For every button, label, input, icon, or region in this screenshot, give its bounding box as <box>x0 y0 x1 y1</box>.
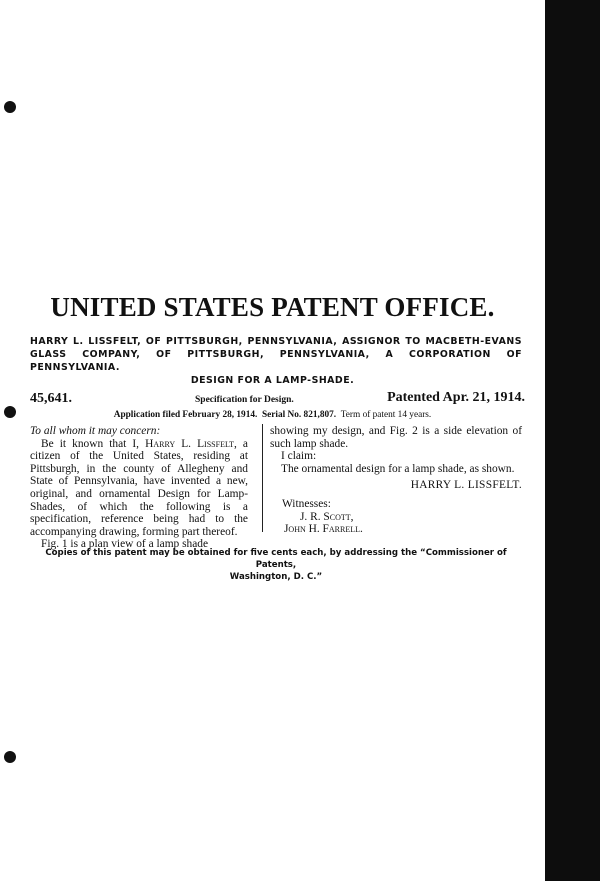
salutation: To all whom it may concern: <box>30 425 161 437</box>
body-text: Be it known that I, <box>41 437 146 450</box>
design-title: DESIGN FOR A LAMP-SHADE. <box>190 375 355 386</box>
punch-hole-bottom <box>4 751 16 763</box>
copies-notice <box>30 547 522 583</box>
figure-description: Fig. 1 is a plan view of a lamp shade <box>41 538 209 551</box>
witness-2: John H. Farrell. <box>284 523 363 536</box>
patent-term: Term of patent 14 years. <box>340 410 432 420</box>
figure-description-cont: showing my design, and Fig. 2 is a side elevation of such lamp shade. <box>270 425 522 450</box>
patented-date: Patented Apr. 21, 1914. <box>387 390 525 405</box>
left-column <box>30 425 248 551</box>
patent-number: 45,641. <box>30 391 72 406</box>
application-filed: Application filed February 28, 1914. <box>113 410 258 420</box>
column-divider <box>262 424 263 532</box>
right-column <box>270 425 522 536</box>
inventor-heading: HARRY L. LISSFELT, OF PITTSBURGH, PENNSYLVANIA, ASSIGNOR TO MACBETH-EVANS GLASS COMPANY, OF PITTSBURGH, PENNSYLVANIA, A CORPORATION OF PENNSYLVANIA. <box>30 336 522 373</box>
claim-text: The ornamental design for a lamp shade, as shown. <box>281 462 515 475</box>
scan-edge-bar <box>545 0 600 881</box>
claim-label: I claim: <box>281 450 317 463</box>
witness-1: J. R. Scott, <box>300 510 354 523</box>
office-title: UNITED STATES PATENT OFFICE. <box>50 292 495 322</box>
filing-line <box>0 410 545 420</box>
copies-notice-line1: Copies of this patent may be obtained for five cents each, by addressing the “Commissioner of Patents, <box>45 548 507 570</box>
body-text: , a citizen of the United States, residing at Pittsburgh, in the county of Allegheny and State of Pennsylvania, have invented a new, original, and ornamental Design for Lamp-Shades, of which the following is a specification, reference being had to the accompanying drawing, forming part thereof. <box>30 437 248 538</box>
serial-number: Serial No. 821,807. <box>261 410 337 420</box>
inventor-name: Harry L. Lissfelt <box>145 437 234 450</box>
punch-hole-top <box>4 101 16 113</box>
spec-label: Specification for Design. <box>195 395 294 405</box>
body-paragraph <box>30 438 248 539</box>
witnesses-label: Witnesses: <box>282 497 331 510</box>
copies-notice-line2: Washington, D. C.” <box>229 572 323 582</box>
inventor-signature: HARRY L. LISSFELT. <box>410 479 522 492</box>
